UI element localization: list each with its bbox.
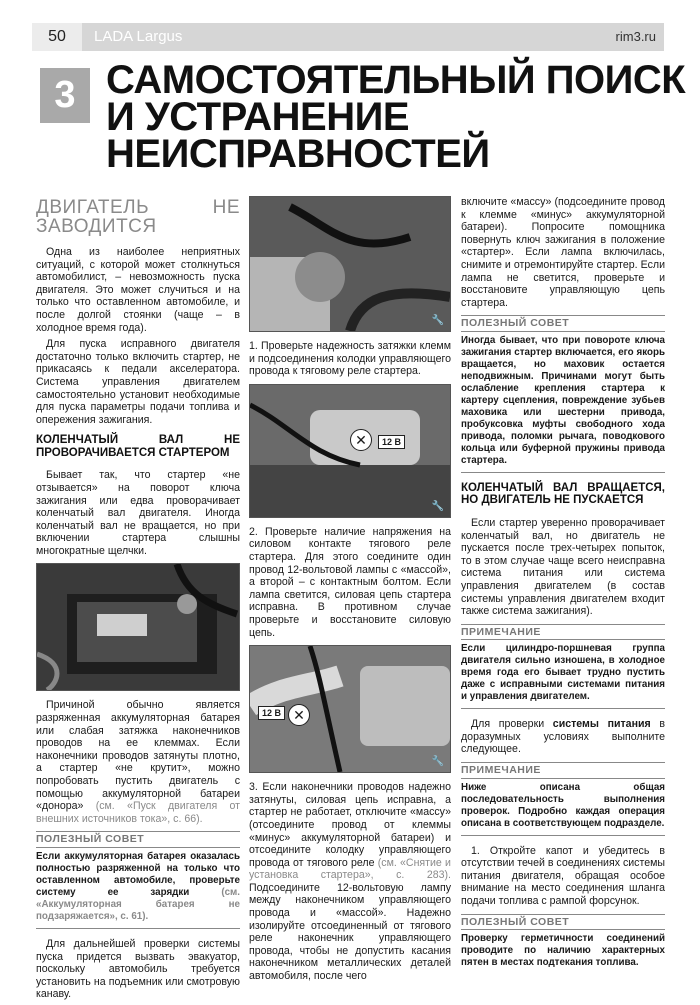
- lamp-symbol-icon: ✕: [350, 429, 372, 451]
- starter-voltage-photo-image: [250, 385, 450, 517]
- wrench-icon: 🔧: [431, 756, 445, 768]
- chapter-number: 3: [40, 68, 90, 123]
- paragraph: Причиной обычно является разряженная аккумуляторная батарея или слабая затяжка наконечников проводов на ее клеммах. Если наконечники проводов затянуты плотно, а стартер «не крутит», можно попробовать пустить двигатель с помощью аккумуляторной батареи «донора» (см. «Пуск двигателя от внешних источников тока», с. 66).: [36, 699, 240, 825]
- cross-reference[interactable]: (см. «Снятие и установка стартера», с. 283).: [249, 856, 451, 882]
- photo-caption: 1. Проверьте надежность затяжки клемм и подсоединения колодки управляющего провода к тяговому реле стартера.: [249, 340, 451, 378]
- voltage-label: 12 В: [258, 706, 285, 720]
- paragraph: Одна из наиболее неприятных ситуаций, с которой может столкнуться автомобилист, – невозможность пуска двигателя. Это может случиться и на только что оставленном автомобиле, и после долгой стоянки (чаще – в холодное время года).: [36, 246, 240, 334]
- starter-voltage-photo: [249, 384, 451, 518]
- paragraph: включите «массу» (подсоедините провод к клемме «минус» аккумуляторной батареи). Попросите помощника повернуть ключ зажигания в положение «стартер». Если лампа включилась, снимите и отремонтируйте стартер. Если лампа не светится, проверьте и восстановите управляющую цепь стартера.: [461, 196, 665, 309]
- cross-reference[interactable]: (см. «Аккумуляторная батарея не подзаряжается», с. 61).: [36, 887, 240, 922]
- subheading-crank-not-turning: КОЛЕНЧАТЫЙ ВАЛ НЕ ПРОВОРАЧИВАЕТСЯ СТАРТЕРОМ: [36, 434, 240, 459]
- paragraph: Для дальнейшей проверки системы пуска придется вызвать эвакуатор, поскольку автомобиль требуется установить на подъемник или смотровую канаву.: [36, 938, 240, 1001]
- useful-tip-label: ПОЛЕЗНЫЙ СОВЕТ: [36, 831, 240, 848]
- chapter-title: САМОСТОЯТЕЛЬНЫЙ ПОИСК И УСТРАНЕНИЕ НЕИСПРАВНОСТЕЙ: [106, 58, 686, 176]
- note-label: ПРИМЕЧАНИЕ: [461, 624, 665, 641]
- photo-caption: 2. Проверьте наличие напряжения на силовом контакте тягового реле стартера. Для этого соедините один провод 12-вольтовой лампы с «массой», а второй – с контактным болтом. Если лампа светится, силовая цепь стартера исправна. В противном случае проверьте и восстановите силовую цепь.: [249, 525, 451, 639]
- useful-tip-text: Если аккумуляторная батарея оказалась полностью разряженной на только что оставленном автомобиле, проверьте систему ее зарядки (см. «Аккумуляторная батарея не подзаряжается», с. 61).: [36, 851, 240, 929]
- battery-photo: [36, 563, 240, 691]
- paragraph: Бывает так, что стартер «не отзывается» на поворот ключа зажигания или едва проворачивает коленчатый вал двигателя. Иногда коленчатый вал не вращается, но при включении стартера слышны многократные щелчки.: [36, 469, 240, 557]
- note-label: ПРИМЕЧАНИЕ: [461, 762, 665, 779]
- starter-terminal-photo: [249, 196, 451, 332]
- starter-terminal-photo-image: [250, 197, 450, 331]
- section-title: ДВИГАТЕЛЬ НЕ ЗАВОДИТСЯ: [36, 197, 240, 237]
- wrench-icon: 🔧: [431, 500, 445, 512]
- note-text: Ниже описана общая последовательность выполнения проверок. Подробно каждая операция описана в соответствующем подразделе.: [461, 782, 665, 836]
- useful-tip-text: Проверку герметичности соединений проводите по наличию характерных пятен в местах подтекания топлива.: [461, 933, 665, 969]
- paragraph: Если стартер уверенно проворачивает коленчатый вал, но двигатель не пускается после трех-четырех попыток, то в этом случае чаще всего неисправна система питания или система управления двигателем (в состав системы управления двигателем входит также система зажигания).: [461, 516, 665, 618]
- page-number: 50: [32, 23, 82, 51]
- note-text: Если цилиндро-поршневая группа двигателя сильно изношена, в холодное время года его бывает трудно пустить даже с исправными системами питания и управления двигателем.: [461, 643, 665, 709]
- column-left: [36, 196, 240, 1005]
- battery-photo-image: [37, 564, 239, 690]
- running-header: [32, 23, 664, 51]
- cross-reference[interactable]: (см. «Пуск двигателя от внешних источников тока», с. 66).: [36, 800, 240, 825]
- site-link[interactable]: rim3.ru: [615, 29, 656, 44]
- voltage-label: 12 В: [378, 435, 405, 449]
- paragraph: Для пуска исправного двигателя достаточно только включить стартер, не прикасаясь к педали акселератора. Система управления двигателем самостоятельно установит необходимые для пуска параметры подачи топлива и опережения зажигания.: [36, 338, 240, 426]
- paragraph: Для проверки системы питания в доразумных условиях выполните следующее.: [461, 718, 665, 756]
- column-right: [461, 196, 665, 983]
- photo-caption: 3. Если наконечники проводов надежно затянуты, силовая цепь исправна, а стартер не работает, отключите «массу» (отсоедините провод от клеммы «минус» аккумуляторной батареи) и отсоедините колодку управляющего провода от тягового реле (см. «Снятие и установка стартера», с. 283). Подсоедините 12-вольтовую лампу между наконечником управляющего провода и «массой». Надежно изолируйте отсоединенный от тягового реле наконечник управляющего провода, чтобы не допустить касания наконечником металлических деталей автомобиля, после чего: [249, 781, 451, 983]
- book-title: LADA Largus: [94, 28, 183, 45]
- column-middle: [249, 196, 451, 987]
- paragraph: 1. Откройте капот и убедитесь в отсутствии течей в соединениях системы питания двигателя, обращая особое внимание на место соединения шланга подачи топлива с рампой форсунок.: [461, 844, 665, 908]
- useful-tip-label: ПОЛЕЗНЫЙ СОВЕТ: [461, 315, 665, 332]
- useful-tip-label: ПОЛЕЗНЫЙ СОВЕТ: [461, 914, 665, 931]
- control-wire-photo: [249, 645, 451, 773]
- subheading-crank-rotates: КОЛЕНЧАТЫЙ ВАЛ ВРАЩАЕТСЯ, НО ДВИГАТЕЛЬ НЕ ПУСКАЕТСЯ: [461, 481, 665, 507]
- lamp-symbol-icon: ✕: [288, 704, 310, 726]
- useful-tip-text: Иногда бывает, что при повороте ключа зажигания стартер включается, его якорь вращается, но маховик остается неподвижным. Причинами могут быть ослабление крепления стартера к картеру сцепления, повреждение зубьев маховика или шестерни привода, пробуксовка муфты свободного хода привода, поломки рычага, поводкового кольца или буферной пружины привода стартера.: [461, 335, 665, 473]
- wrench-icon: 🔧: [431, 315, 445, 326]
